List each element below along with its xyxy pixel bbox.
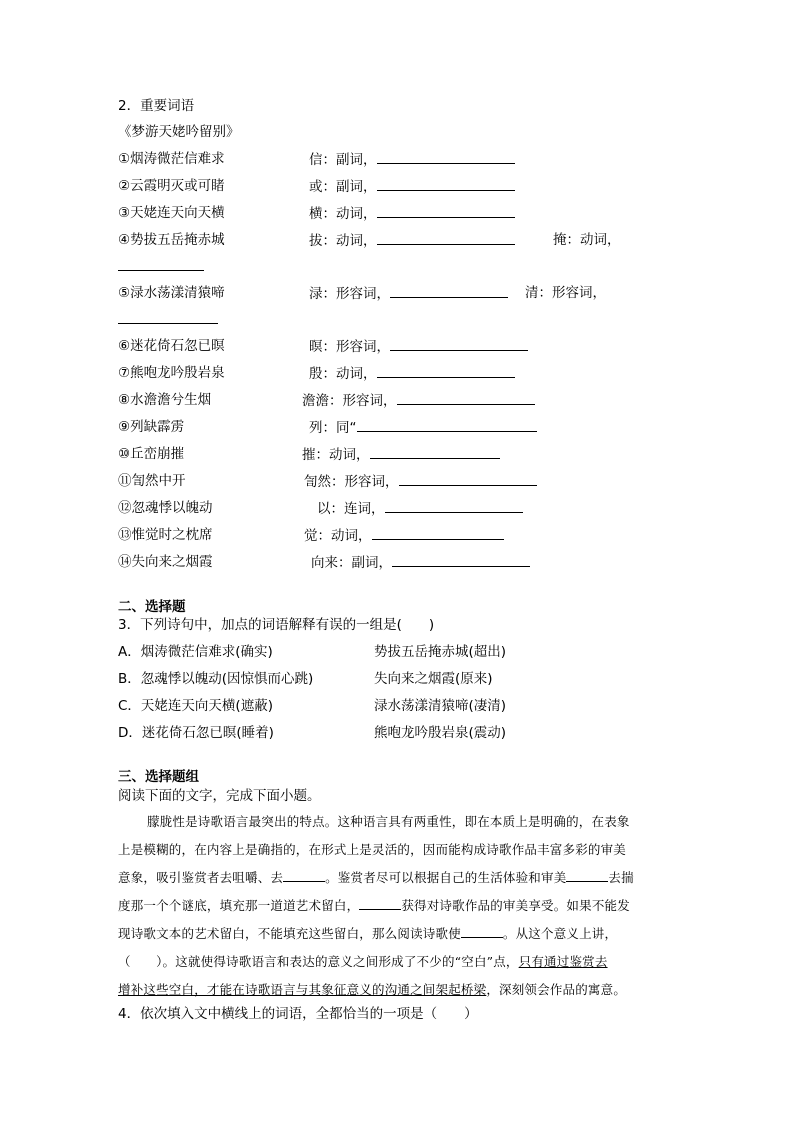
definition-label: 觉：动词，: [304, 528, 372, 544]
passage-text: 现诗歌文本的艺术留白，不能填充这些留白，那么阅读诗歌使: [118, 926, 461, 941]
passage-blank[interactable]: [566, 869, 608, 882]
word-phrase: ③天姥连天向天横: [118, 205, 225, 221]
word-phrase: ④势拔五岳掩赤城: [118, 232, 225, 248]
question-4: 4．依次填入文中横线上的词语，全都恰当的一项是（ ）: [118, 1006, 478, 1022]
word-phrase: ⑪訇然中开: [118, 473, 186, 489]
answer-blank[interactable]: [399, 471, 537, 486]
passage-line: [118, 868, 634, 888]
word-definition: [309, 230, 515, 251]
word-definition: [309, 203, 515, 224]
passage-line: [118, 924, 617, 944]
definition-label: 渌：形容词，: [309, 286, 390, 302]
definition-label: 横：动词，: [309, 206, 377, 222]
definition-label: 向来：副词，: [311, 555, 392, 571]
word-item: [118, 552, 213, 572]
word-item: [118, 498, 213, 518]
passage-text: 获得对诗歌作品的审美享受。如果不能发: [401, 898, 630, 913]
passage-text: 度那一个个谜底，填充那一道道艺术留白，: [118, 898, 360, 913]
definition-label: 或：副词，: [309, 179, 377, 195]
word-item: [118, 203, 225, 223]
answer-blank[interactable]: [397, 390, 535, 405]
word-phrase: ⑥迷花倚石忽已暝: [118, 338, 225, 354]
answer-blank[interactable]: [372, 525, 504, 540]
passage-line: [118, 980, 626, 1000]
option-d-left[interactable]: D．迷花倚石忽已暝(睡着): [118, 725, 274, 741]
continuation-blank-wrap: [118, 256, 204, 275]
word-definition: [309, 176, 515, 197]
underlined-text: 只有通过鉴赏去: [518, 954, 608, 969]
poem-title: 《梦游天姥吟留别》: [118, 124, 240, 140]
word-definition: [309, 149, 515, 170]
section-heading-group: 三、选择题组: [118, 769, 199, 785]
answer-blank[interactable]: [377, 230, 515, 245]
answer-blank[interactable]: [357, 417, 537, 432]
underlined-text: 增补这些空白，才能在诗歌语言与其象征意义的沟通之间架起桥梁: [118, 982, 487, 997]
answer-blank[interactable]: [370, 444, 500, 459]
passage-line: 上是模糊的，在内容上是确指的，在形式上是灵活的，因而能构成诗歌作品丰富多彩的审美: [118, 842, 627, 857]
word-item: [118, 417, 184, 437]
word-item: [118, 283, 225, 303]
word-phrase: ⑫忽魂悸以魄动: [118, 500, 213, 516]
word-phrase: ⑨列缺霹雳: [118, 419, 185, 435]
reading-instruction: 阅读下面的文字，完成下面小题。: [118, 788, 321, 804]
word-phrase: ⑬惟觉时之枕席: [118, 527, 213, 543]
passage-blank[interactable]: [359, 897, 401, 910]
definition-label: 殷：动词，: [309, 366, 377, 382]
word-item: [118, 230, 225, 250]
word-definition: [311, 552, 530, 573]
section-heading-words: 2．重要词语: [118, 98, 195, 114]
definition-label: 拔：动词，: [309, 233, 377, 249]
word-definition: [302, 390, 535, 411]
definition-label: 清：形容词，: [525, 285, 606, 301]
continuation-blank-wrap: [118, 309, 218, 328]
definition-label: 暝：形容词，: [309, 339, 390, 355]
word-item: [118, 176, 225, 196]
passage-blank[interactable]: [283, 869, 325, 882]
passage-line: [118, 952, 608, 972]
passage-text: 意象，吸引鉴赏者去咀嚼、去: [118, 870, 284, 885]
answer-blank[interactable]: [377, 176, 515, 191]
question-3: 3．下列诗句中，加点的词语解释有误的一组是( ): [118, 617, 435, 633]
passage-line: 朦胧性是诗歌语言最突出的特点。这种语言具有两重性，即在本质上是明确的，在表象: [147, 814, 630, 829]
word-phrase: ⑦熊咆龙吟殷岩泉: [118, 365, 225, 381]
definition-label: 信：副词，: [309, 152, 377, 168]
answer-blank[interactable]: [390, 336, 528, 351]
word-definition: [302, 444, 500, 465]
option-a-left[interactable]: A．烟涛微茫信难求(确实): [118, 644, 273, 660]
option-b-left[interactable]: B．忽魂悸以魄动(因惊惧而心跳): [118, 671, 314, 687]
word-definition: [309, 363, 515, 384]
passage-text: 。从这个意义上讲，: [502, 926, 618, 941]
passage-text: （ ）。这就使得诗歌语言和表达的意义之间形成了不少的“空白”点，: [118, 954, 519, 969]
answer-blank[interactable]: [385, 498, 523, 513]
word-phrase: ②云霞明灭或可睹: [118, 178, 225, 194]
passage-text: 。鉴赏者尽可以根据自己的生活体验和审美: [325, 870, 567, 885]
word-definition-second: [525, 283, 606, 303]
word-item: [118, 390, 211, 410]
word-definition: [304, 471, 537, 492]
word-definition: [304, 525, 504, 546]
word-item: [118, 363, 225, 383]
word-item: [118, 471, 186, 491]
word-item: [118, 149, 225, 169]
passage-text: ，深刻领会作品的寓意。: [486, 982, 627, 997]
answer-blank[interactable]: [392, 552, 530, 567]
word-phrase: ⑩丘峦崩摧: [118, 446, 185, 462]
word-definition: [317, 498, 523, 519]
word-phrase: ⑧水澹澹兮生烟: [118, 392, 212, 408]
answer-blank[interactable]: [377, 203, 515, 218]
passage-text: 去揣: [608, 870, 634, 885]
word-phrase: ①烟涛微茫信难求: [118, 151, 225, 167]
passage-line: [118, 896, 630, 916]
answer-blank[interactable]: [118, 256, 204, 271]
definition-label: 澹澹：形容词，: [302, 393, 397, 409]
option-b-right: 失向来之烟霞(原来): [374, 671, 493, 687]
definition-label: 摧：动词，: [302, 447, 370, 463]
word-definition: [309, 336, 528, 357]
word-item: [118, 336, 225, 356]
section-heading-choice: 二、选择题: [118, 599, 186, 615]
word-phrase: ⑭失向来之烟霞: [118, 554, 213, 570]
answer-blank[interactable]: [390, 283, 508, 298]
answer-blank[interactable]: [118, 309, 218, 324]
option-a-right: 势拔五岳掩赤城(超出): [374, 644, 507, 660]
option-d-right: 熊咆龙吟殷岩泉(震动): [374, 725, 507, 741]
option-c-right: 渌水荡漾清猿啼(凄清): [374, 698, 507, 714]
answer-blank[interactable]: [377, 149, 515, 164]
word-item: [118, 525, 213, 545]
word-definition: [309, 417, 537, 438]
definition-label: 訇然：形容词，: [304, 474, 399, 490]
word-definition-second: [553, 230, 621, 250]
definition-label: 掩：动词，: [553, 232, 621, 248]
word-definition: [309, 283, 508, 304]
answer-blank[interactable]: [377, 363, 515, 378]
word-item: [118, 444, 184, 464]
word-phrase: ⑤渌水荡漾清猿啼: [118, 285, 225, 301]
option-c-left[interactable]: C．天姥连天向天横(遮蔽): [118, 698, 273, 714]
definition-label: 以：连词，: [317, 501, 385, 517]
passage-blank[interactable]: [461, 925, 503, 938]
definition-label: 列：同“: [309, 420, 357, 436]
